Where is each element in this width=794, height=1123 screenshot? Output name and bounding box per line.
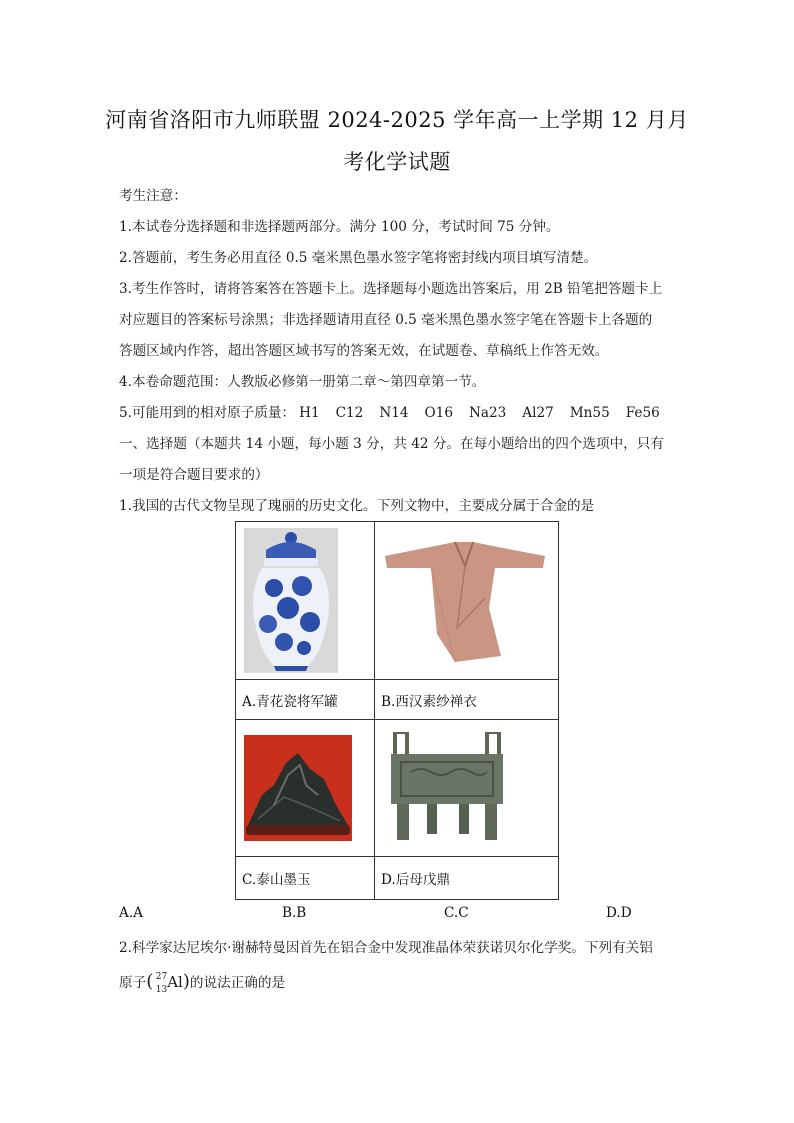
mass-number: 27: [155, 971, 168, 982]
option-d[interactable]: D.D: [606, 905, 632, 921]
atomic-mass: C12: [335, 405, 364, 421]
atomic-mass-label: 5.可能用到的相对原子质量：: [119, 405, 296, 421]
artifact-image-cell-c: [236, 720, 375, 857]
artifact-caption-a: A.青花瓷将军罐: [236, 680, 375, 720]
aluminum-isotope-notation: [153, 973, 167, 995]
question-2-line2: 原子( 27 13 Al)的说法正确的是: [119, 971, 286, 995]
atomic-mass: N14: [379, 405, 409, 421]
question-2-prefix: 原子: [119, 975, 147, 991]
atomic-mass: O16: [424, 405, 453, 421]
bronze-ding-image: [387, 732, 507, 842]
notice-item-5: [119, 403, 676, 423]
artifact-caption-c: C.泰山墨玉: [236, 857, 375, 900]
atomic-mass: Mn55: [569, 405, 610, 421]
artifact-caption-b: B.西汉素纱禅衣: [375, 680, 559, 720]
element-symbol: Al: [167, 973, 183, 991]
question-1-stem: 1.我国的古代文物呈现了瑰丽的历史文化。下列文物中，主要成分属于合金的是: [119, 498, 595, 514]
notice-item-1: 1.本试卷分选择题和非选择题两部分。满分 100 分，考试时间 75 分钟。: [119, 219, 560, 235]
silk-robe-image: [385, 538, 545, 663]
atomic-number: 13: [155, 984, 168, 995]
atomic-mass: Fe56: [625, 405, 660, 421]
artifact-image-cell-d: [375, 720, 559, 857]
notice-item-3-line3: 答题区域内作答，超出答题区域书写的答案无效，在试题卷、草稿纸上作答无效。: [119, 343, 609, 359]
artifact-table: [235, 521, 559, 900]
exam-title-line2: 考化学试题: [343, 150, 451, 174]
option-c[interactable]: C.C: [444, 905, 469, 921]
artifact-image-cell-a: [236, 522, 375, 680]
atomic-mass: Na23: [468, 405, 507, 421]
notice-item-3-line2: 对应题目的答案标号涂黑；非选择题请用直径 0.5 毫米黑色墨水签字笔在答题卡上各题的: [119, 312, 653, 328]
black-jade-image: [244, 735, 352, 841]
option-a[interactable]: A.A: [119, 905, 143, 921]
notice-item-4: 4.本卷命题范围：人教版必修第一册第二章～第四章第一节。: [119, 374, 486, 390]
atomic-mass: Al27: [522, 405, 554, 421]
notice-heading: 考生注意：: [119, 188, 187, 204]
atomic-mass: H1: [299, 405, 320, 421]
question-2-suffix: 的说法正确的是: [189, 975, 286, 991]
porcelain-jar-image: [244, 528, 338, 673]
exam-title-line1: 河南省洛阳市九师联盟 2024-2025 学年高一上学期 12 月月: [105, 108, 689, 132]
artifact-image-cell-b: [375, 522, 559, 680]
artifact-caption-d: D.后母戊鼎: [375, 857, 559, 900]
section-heading-line2: 一项是符合题目要求的）: [119, 467, 269, 483]
option-b[interactable]: B.B: [282, 905, 307, 921]
notice-item-2: 2.答题前，考生务必用直径 0.5 毫米黑色墨水签字笔将密封线内项目填写清楚。: [119, 250, 598, 266]
notice-item-3-line1: 3.考生作答时，请将答案答在答题卡上。选择题每小题选出答案后，用 2B 铅笔把答题卡上: [119, 281, 663, 297]
section-heading-line1: 一、选择题（本题共 14 小题，每小题 3 分，共 42 分。在每小题给出的四个选项中，只有: [119, 436, 664, 452]
question-2-line1: 2.科学家达尼埃尔·谢赫特曼因首先在铝合金中发现准晶体荣获诺贝尔化学奖。下列有关铝: [119, 940, 653, 956]
